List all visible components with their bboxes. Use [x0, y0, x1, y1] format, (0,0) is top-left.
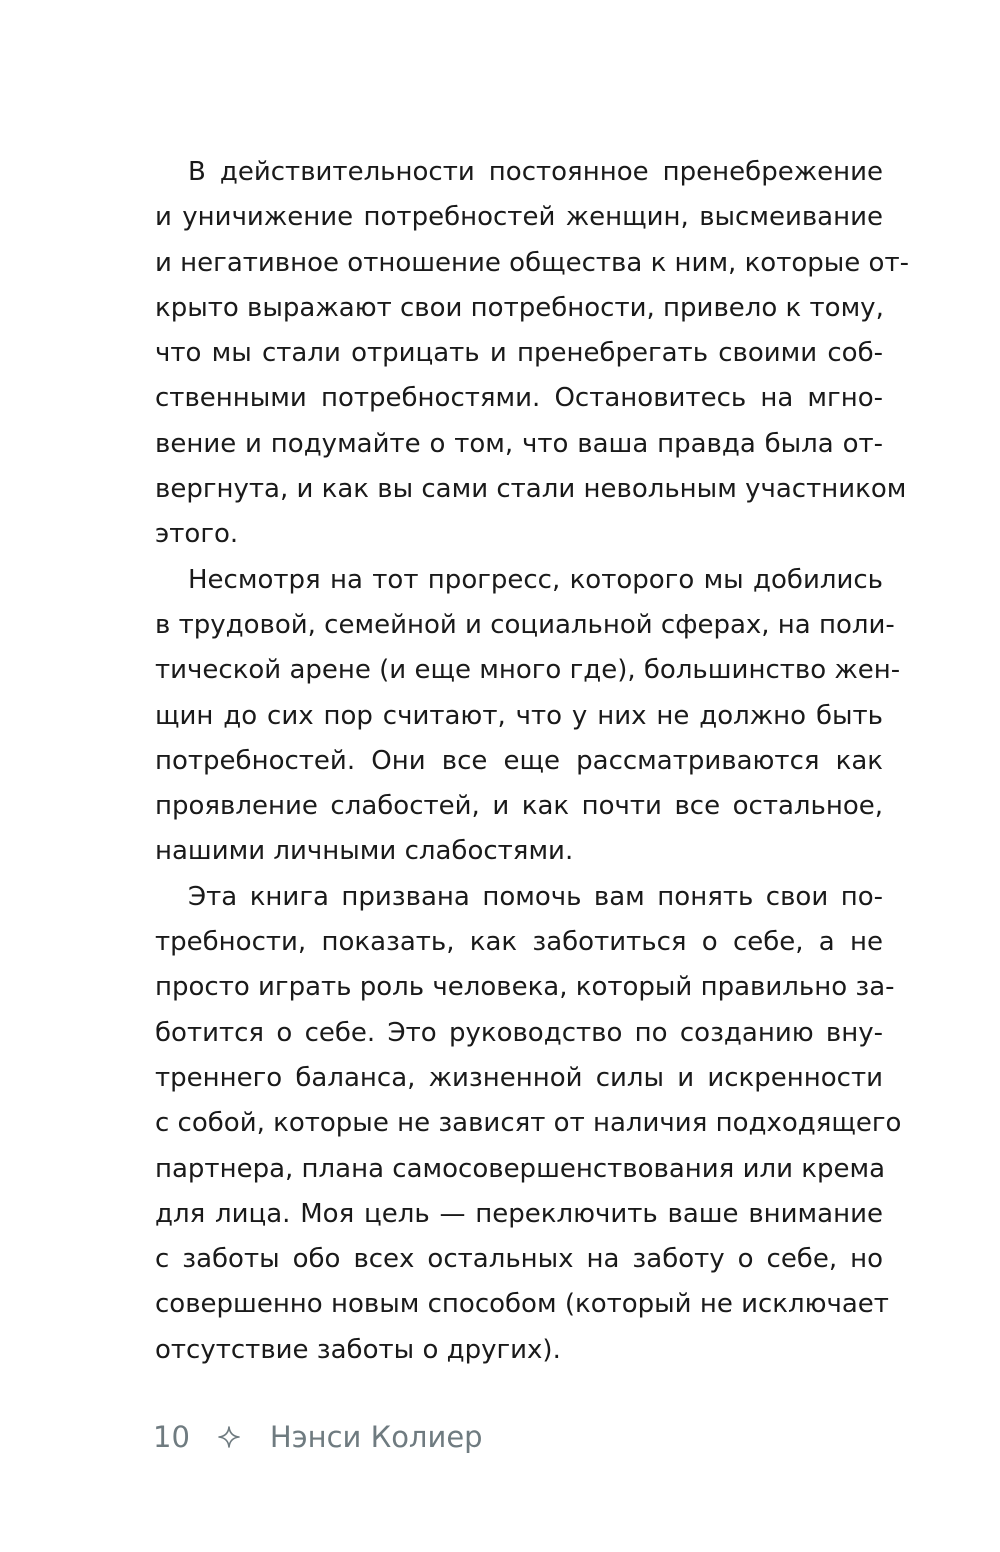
text-line: В действительности постоянное пренебрежение	[188, 157, 883, 187]
page-number: 10	[153, 1420, 190, 1454]
text-line: для лица. Моя цель — переключить ваше внимание	[155, 1198, 883, 1229]
text-line: щин до сих пор считают, что у них не должно быть	[155, 700, 883, 731]
text-line: потребностей. Они все еще рассматриваются как	[155, 745, 883, 776]
text-line: проявление слабостей, и как почти все остальное,	[155, 791, 883, 822]
paragraph-3	[155, 875, 902, 1373]
text-line: совершенно новым способом (который не исключает	[155, 1289, 889, 1320]
text-line: в трудовой, семейной и социальной сферах, на поли-	[155, 609, 895, 640]
text-line: тической арене (и еще много где), большинство жен-	[155, 655, 901, 686]
text-line: требности, показать, как заботиться о себе, а не	[155, 927, 883, 958]
text-line: партнера, плана самосовершенствования или крема	[155, 1153, 886, 1184]
text-line: вение и подумайте о том, что ваша правда была от-	[155, 428, 883, 459]
paragraph-1	[155, 150, 909, 558]
page-footer	[153, 1412, 483, 1462]
text-line: с собой, которые не зависят от наличия подходящего	[155, 1108, 902, 1139]
text-line: и негативное отношение общества к ним, которые от-	[155, 247, 909, 278]
four-point-star-icon	[218, 1426, 240, 1448]
text-line: с заботы обо всех остальных на заботу о себе, но	[155, 1244, 883, 1275]
text-line: и уничижение потребностей женщин, высмеивание	[155, 202, 883, 233]
text-line: крыто выражают свои потребности, привело к тому,	[155, 292, 884, 323]
text-line: Эта книга призвана помочь вам понять свои по-	[188, 881, 883, 912]
text-line: этого.	[155, 519, 239, 550]
text-line: что мы стали отрицать и пренебрегать своими соб-	[155, 338, 883, 369]
text-line: Несмотря на тот прогресс, которого мы добились	[188, 564, 883, 595]
paragraph-2	[155, 558, 901, 875]
text-line: отсутствие заботы о других).	[155, 1334, 561, 1365]
text-line: вергнута, и как вы сами стали невольным участником	[155, 474, 907, 505]
text-line: ственными потребностями. Остановитесь на мгно-	[155, 383, 883, 414]
text-line: просто играть роль человека, который правильно за-	[155, 972, 895, 1003]
body-text	[155, 150, 909, 1373]
author-name: Нэнси Колиер	[269, 1420, 483, 1454]
text-line: нашими личными слабостями.	[155, 836, 574, 867]
text-line: треннего баланса, жизненной силы и искренности	[155, 1062, 883, 1093]
text-line: ботится о себе. Это руководство по созданию вну-	[155, 1017, 883, 1048]
